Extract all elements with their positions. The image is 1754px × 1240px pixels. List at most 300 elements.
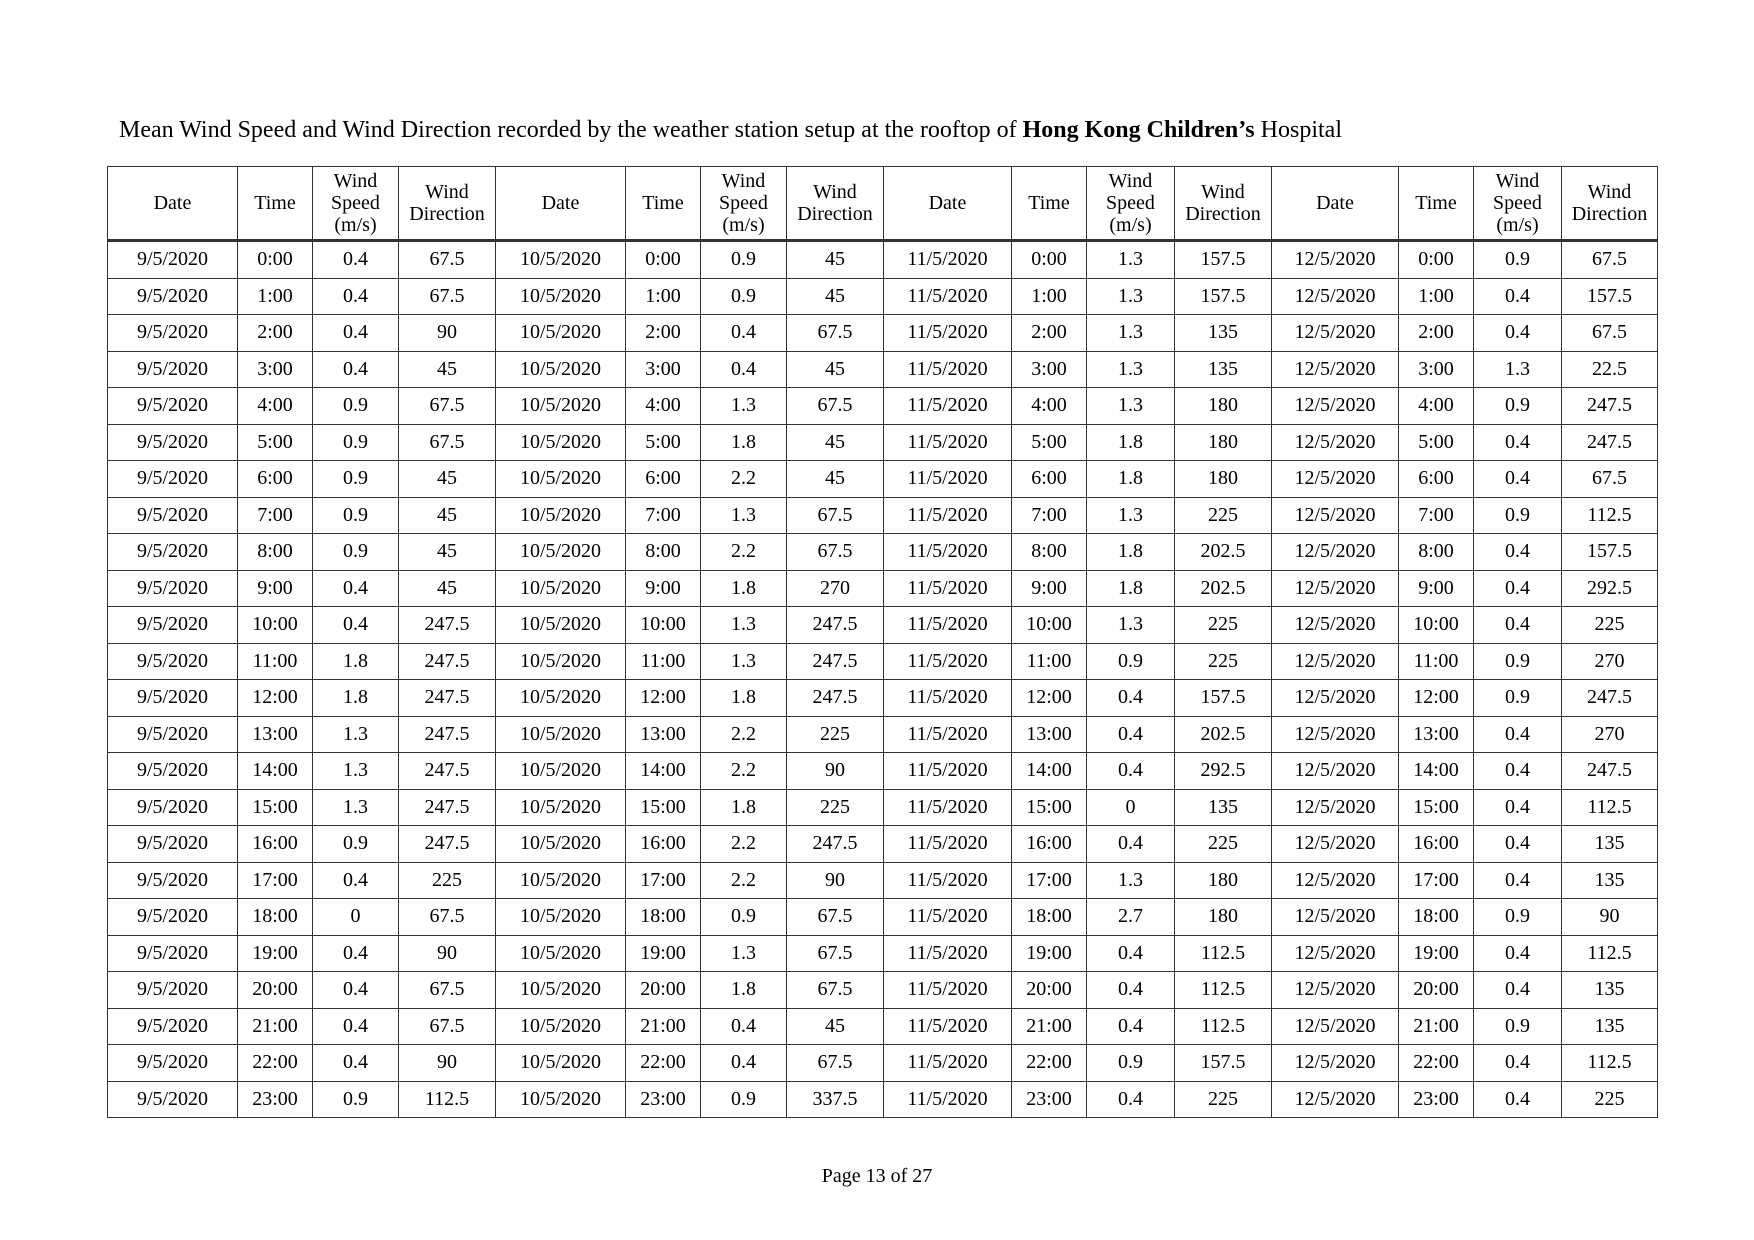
column-header: Wind Speed (m/s): [701, 167, 787, 241]
table-cell: 225: [1175, 643, 1272, 680]
table-cell: 0.4: [701, 315, 787, 352]
table-cell: 135: [1175, 789, 1272, 826]
table-cell: 1.3: [701, 497, 787, 534]
table-cell: 11/5/2020: [884, 935, 1012, 972]
table-cell: 135: [1562, 972, 1658, 1009]
table-cell: 67.5: [787, 534, 884, 571]
table-cell: 22:00: [238, 1045, 313, 1082]
table-cell: 247.5: [399, 826, 496, 863]
table-cell: 1.3: [313, 716, 399, 753]
table-cell: 5:00: [238, 424, 313, 461]
table-cell: 7:00: [1399, 497, 1474, 534]
table-cell: 12/5/2020: [1272, 899, 1399, 936]
table-cell: 19:00: [626, 935, 701, 972]
table-cell: 247.5: [787, 607, 884, 644]
table-cell: 1.3: [701, 388, 787, 425]
table-cell: 135: [1562, 826, 1658, 863]
table-cell: 225: [1175, 497, 1272, 534]
table-cell: 2.2: [701, 534, 787, 571]
table-cell: 10/5/2020: [496, 497, 626, 534]
table-cell: 8:00: [1399, 534, 1474, 571]
table-cell: 21:00: [238, 1008, 313, 1045]
table-cell: 0.4: [1087, 716, 1175, 753]
table-cell: 12/5/2020: [1272, 461, 1399, 498]
table-cell: 67.5: [787, 899, 884, 936]
table-cell: 1.3: [1087, 607, 1175, 644]
table-cell: 5:00: [626, 424, 701, 461]
table-cell: 247.5: [1562, 753, 1658, 790]
table-cell: 11/5/2020: [884, 461, 1012, 498]
table-cell: 12/5/2020: [1272, 680, 1399, 717]
table-cell: 10/5/2020: [496, 1008, 626, 1045]
table-cell: 23:00: [1012, 1081, 1087, 1118]
table-cell: 0.9: [1474, 899, 1562, 936]
table-cell: 6:00: [626, 461, 701, 498]
column-header: Wind Direction: [787, 167, 884, 241]
table-cell: 0.4: [1474, 315, 1562, 352]
table-cell: 10/5/2020: [496, 241, 626, 279]
table-cell: 3:00: [1399, 351, 1474, 388]
table-cell: 0.4: [1474, 1045, 1562, 1082]
column-header: Wind Speed (m/s): [1474, 167, 1562, 241]
table-cell: 0.9: [313, 388, 399, 425]
page-footer: Page 13 of 27: [821, 1165, 933, 1187]
table-cell: 0.9: [1474, 241, 1562, 279]
table-cell: 0.4: [1474, 753, 1562, 790]
table-cell: 0.9: [313, 826, 399, 863]
table-cell: 0.9: [701, 899, 787, 936]
table-cell: 67.5: [399, 899, 496, 936]
table-cell: 11:00: [1399, 643, 1474, 680]
table-cell: 6:00: [1012, 461, 1087, 498]
table-cell: 10/5/2020: [496, 278, 626, 315]
table-row: [108, 1008, 1658, 1045]
table-cell: 202.5: [1175, 534, 1272, 571]
table-cell: 112.5: [1562, 935, 1658, 972]
table-cell: 3:00: [238, 351, 313, 388]
table-cell: 14:00: [1012, 753, 1087, 790]
table-cell: 1.8: [701, 680, 787, 717]
table-cell: 14:00: [238, 753, 313, 790]
column-header: Wind Speed (m/s): [1087, 167, 1175, 241]
table-row: [108, 388, 1658, 425]
table-row: [108, 1081, 1658, 1118]
table-cell: 247.5: [399, 789, 496, 826]
table-cell: 0.9: [701, 278, 787, 315]
table-cell: 3:00: [1012, 351, 1087, 388]
table-cell: 12/5/2020: [1272, 826, 1399, 863]
table-cell: 247.5: [399, 680, 496, 717]
table-cell: 180: [1175, 862, 1272, 899]
table-cell: 0.9: [313, 1081, 399, 1118]
table-cell: 17:00: [1012, 862, 1087, 899]
table-cell: 2:00: [238, 315, 313, 352]
table-cell: 10/5/2020: [496, 753, 626, 790]
table-cell: 19:00: [238, 935, 313, 972]
table-cell: 11:00: [1012, 643, 1087, 680]
table-cell: 11/5/2020: [884, 497, 1012, 534]
table-cell: 18:00: [238, 899, 313, 936]
table-cell: 157.5: [1175, 241, 1272, 279]
table-cell: 112.5: [1562, 497, 1658, 534]
table-cell: 7:00: [238, 497, 313, 534]
table-cell: 10/5/2020: [496, 1045, 626, 1082]
table-cell: 90: [399, 1045, 496, 1082]
table-cell: 9/5/2020: [108, 972, 238, 1009]
table-cell: 12:00: [1012, 680, 1087, 717]
table-cell: 0.4: [1474, 534, 1562, 571]
table-cell: 16:00: [1012, 826, 1087, 863]
table-cell: 10/5/2020: [496, 680, 626, 717]
table-cell: 225: [787, 716, 884, 753]
table-cell: 12/5/2020: [1272, 643, 1399, 680]
table-cell: 12/5/2020: [1272, 497, 1399, 534]
table-cell: 4:00: [238, 388, 313, 425]
table-cell: 11/5/2020: [884, 278, 1012, 315]
table-cell: 9/5/2020: [108, 899, 238, 936]
table-cell: 0.9: [313, 424, 399, 461]
table-cell: 9/5/2020: [108, 241, 238, 279]
table-cell: 12/5/2020: [1272, 570, 1399, 607]
table-cell: 11/5/2020: [884, 241, 1012, 279]
table-cell: 45: [787, 1008, 884, 1045]
table-cell: 0.4: [1087, 753, 1175, 790]
table-cell: 11/5/2020: [884, 899, 1012, 936]
table-cell: 2:00: [1399, 315, 1474, 352]
table-cell: 0.9: [1474, 1008, 1562, 1045]
table-cell: 9/5/2020: [108, 315, 238, 352]
table-cell: 3:00: [626, 351, 701, 388]
table-cell: 12/5/2020: [1272, 935, 1399, 972]
table-cell: 0.4: [1474, 716, 1562, 753]
table-cell: 0.4: [1474, 862, 1562, 899]
table-cell: 15:00: [626, 789, 701, 826]
table-row: [108, 241, 1658, 279]
table-cell: 2:00: [1012, 315, 1087, 352]
column-header: Wind Direction: [399, 167, 496, 241]
table-cell: 4:00: [626, 388, 701, 425]
table-row: [108, 862, 1658, 899]
table-cell: 292.5: [1175, 753, 1272, 790]
table-cell: 11/5/2020: [884, 862, 1012, 899]
table-cell: 11/5/2020: [884, 1081, 1012, 1118]
table-cell: 12/5/2020: [1272, 315, 1399, 352]
table-cell: 21:00: [1399, 1008, 1474, 1045]
table-cell: 157.5: [1175, 1045, 1272, 1082]
table-cell: 10/5/2020: [496, 789, 626, 826]
table-cell: 1:00: [1399, 278, 1474, 315]
table-cell: 2:00: [626, 315, 701, 352]
table-cell: 10/5/2020: [496, 972, 626, 1009]
table-cell: 45: [787, 424, 884, 461]
table-cell: 20:00: [238, 972, 313, 1009]
table-cell: 22:00: [1399, 1045, 1474, 1082]
table-cell: 0.4: [1087, 1081, 1175, 1118]
table-cell: 90: [399, 315, 496, 352]
table-cell: 1.3: [313, 753, 399, 790]
table-cell: 0: [313, 899, 399, 936]
table-cell: 1.8: [1087, 424, 1175, 461]
table-body: [108, 241, 1658, 1118]
table-cell: 1.3: [701, 607, 787, 644]
table-cell: 1.8: [701, 789, 787, 826]
table-cell: 0.4: [313, 1045, 399, 1082]
table-cell: 67.5: [1562, 241, 1658, 279]
table-cell: 15:00: [238, 789, 313, 826]
table-cell: 0.9: [701, 241, 787, 279]
table-cell: 9/5/2020: [108, 424, 238, 461]
table-cell: 112.5: [1175, 972, 1272, 1009]
table-cell: 180: [1175, 424, 1272, 461]
table-cell: 18:00: [626, 899, 701, 936]
table-cell: 0.4: [1087, 826, 1175, 863]
table-cell: 22:00: [626, 1045, 701, 1082]
table-cell: 9/5/2020: [108, 388, 238, 425]
column-header: Date: [1272, 167, 1399, 241]
table-cell: 112.5: [1562, 1045, 1658, 1082]
table-cell: 1:00: [1012, 278, 1087, 315]
column-header: Time: [238, 167, 313, 241]
table-cell: 13:00: [1012, 716, 1087, 753]
table-row: [108, 643, 1658, 680]
table-cell: 337.5: [787, 1081, 884, 1118]
table-cell: 67.5: [787, 388, 884, 425]
table-cell: 0:00: [238, 241, 313, 279]
table-cell: 180: [1175, 388, 1272, 425]
table-cell: 11/5/2020: [884, 315, 1012, 352]
table-cell: 225: [1562, 607, 1658, 644]
table-cell: 9/5/2020: [108, 935, 238, 972]
table-cell: 270: [1562, 643, 1658, 680]
table-row: [108, 570, 1658, 607]
table-row: [108, 351, 1658, 388]
table-cell: 1:00: [626, 278, 701, 315]
table-cell: 247.5: [399, 753, 496, 790]
table-cell: 12/5/2020: [1272, 753, 1399, 790]
table-cell: 90: [787, 862, 884, 899]
table-cell: 202.5: [1175, 716, 1272, 753]
table-cell: 12/5/2020: [1272, 1081, 1399, 1118]
table-cell: 135: [1175, 315, 1272, 352]
table-cell: 45: [787, 241, 884, 279]
table-cell: 225: [1175, 607, 1272, 644]
table-cell: 67.5: [399, 278, 496, 315]
table-cell: 12/5/2020: [1272, 789, 1399, 826]
table-cell: 247.5: [399, 643, 496, 680]
table-cell: 1.3: [1474, 351, 1562, 388]
table-cell: 9/5/2020: [108, 607, 238, 644]
table-row: [108, 1045, 1658, 1082]
table-cell: 9:00: [1399, 570, 1474, 607]
table-cell: 2.2: [701, 716, 787, 753]
table-cell: 14:00: [1399, 753, 1474, 790]
table-cell: 12/5/2020: [1272, 534, 1399, 571]
table-cell: 8:00: [626, 534, 701, 571]
table-cell: 5:00: [1399, 424, 1474, 461]
table-cell: 90: [1562, 899, 1658, 936]
table-cell: 11/5/2020: [884, 424, 1012, 461]
table-cell: 45: [399, 534, 496, 571]
table-cell: 0.4: [313, 972, 399, 1009]
table-cell: 12/5/2020: [1272, 972, 1399, 1009]
table-row: [108, 534, 1658, 571]
table-cell: 2.7: [1087, 899, 1175, 936]
column-header: Time: [1012, 167, 1087, 241]
table-cell: 67.5: [787, 497, 884, 534]
table-cell: 17:00: [238, 862, 313, 899]
table-cell: 9/5/2020: [108, 753, 238, 790]
table-cell: 12/5/2020: [1272, 716, 1399, 753]
table-row: [108, 680, 1658, 717]
table-row: [108, 789, 1658, 826]
table-cell: 11/5/2020: [884, 972, 1012, 1009]
column-header: Date: [884, 167, 1012, 241]
table-cell: 225: [1175, 826, 1272, 863]
table-cell: 10/5/2020: [496, 424, 626, 461]
table-cell: 0.4: [1474, 607, 1562, 644]
table-cell: 1.8: [313, 680, 399, 717]
table-cell: 0.9: [313, 497, 399, 534]
table-cell: 0:00: [1012, 241, 1087, 279]
table-cell: 0.4: [1474, 570, 1562, 607]
table-cell: 0.4: [313, 278, 399, 315]
table-cell: 67.5: [399, 424, 496, 461]
table-cell: 9/5/2020: [108, 570, 238, 607]
table-cell: 17:00: [626, 862, 701, 899]
table-cell: 6:00: [1399, 461, 1474, 498]
table-cell: 67.5: [787, 315, 884, 352]
table-cell: 10/5/2020: [496, 935, 626, 972]
table-cell: 292.5: [1562, 570, 1658, 607]
table-row: [108, 826, 1658, 863]
table-cell: 9/5/2020: [108, 351, 238, 388]
table-cell: 9/5/2020: [108, 862, 238, 899]
table-cell: 0.4: [1474, 1081, 1562, 1118]
table-cell: 0.4: [1474, 461, 1562, 498]
table-cell: 9/5/2020: [108, 1008, 238, 1045]
table-cell: 11/5/2020: [884, 643, 1012, 680]
table-cell: 112.5: [1175, 935, 1272, 972]
table-cell: 67.5: [787, 1045, 884, 1082]
table-cell: 23:00: [626, 1081, 701, 1118]
table-cell: 10:00: [1399, 607, 1474, 644]
table-row: [108, 461, 1658, 498]
table-cell: 20:00: [1012, 972, 1087, 1009]
table-cell: 13:00: [626, 716, 701, 753]
table-row: [108, 753, 1658, 790]
table-cell: 0.4: [1474, 972, 1562, 1009]
table-cell: 67.5: [787, 935, 884, 972]
table-cell: 16:00: [1399, 826, 1474, 863]
table-cell: 270: [1562, 716, 1658, 753]
table-cell: 0.4: [313, 862, 399, 899]
table-cell: 45: [399, 351, 496, 388]
table-cell: 10:00: [626, 607, 701, 644]
title-bold: Hong Kong Children’s: [1022, 117, 1255, 143]
title-suffix: Hospital: [1254, 117, 1342, 143]
table-cell: 9/5/2020: [108, 278, 238, 315]
table-cell: 12/5/2020: [1272, 424, 1399, 461]
table-cell: 9/5/2020: [108, 534, 238, 571]
table-cell: 10/5/2020: [496, 534, 626, 571]
table-cell: 0.4: [1087, 972, 1175, 1009]
table-cell: 247.5: [787, 680, 884, 717]
table-cell: 0.9: [1087, 643, 1175, 680]
table-cell: 67.5: [399, 1008, 496, 1045]
table-cell: 1.8: [701, 972, 787, 1009]
table-cell: 18:00: [1399, 899, 1474, 936]
table-cell: 0.4: [701, 1045, 787, 1082]
table-cell: 8:00: [1012, 534, 1087, 571]
table-cell: 10/5/2020: [496, 826, 626, 863]
table-cell: 180: [1175, 461, 1272, 498]
title-prefix: Mean Wind Speed and Wind Direction recorded by the weather station setup at the rooftop of: [119, 117, 1023, 143]
table-cell: 11/5/2020: [884, 388, 1012, 425]
table-cell: 9/5/2020: [108, 826, 238, 863]
table-cell: 10/5/2020: [496, 570, 626, 607]
table-row: [108, 424, 1658, 461]
table-cell: 11/5/2020: [884, 680, 1012, 717]
table-cell: 17:00: [1399, 862, 1474, 899]
table-cell: 2.2: [701, 753, 787, 790]
table-cell: 10/5/2020: [496, 899, 626, 936]
table-cell: 90: [399, 935, 496, 972]
table-cell: 247.5: [787, 643, 884, 680]
table-cell: 10/5/2020: [496, 388, 626, 425]
table-cell: 0.4: [313, 607, 399, 644]
table-cell: 0.4: [313, 241, 399, 279]
table-cell: 0.4: [701, 351, 787, 388]
table-cell: 0:00: [626, 241, 701, 279]
table-cell: 45: [399, 497, 496, 534]
table-cell: 9/5/2020: [108, 716, 238, 753]
table-cell: 1.3: [701, 643, 787, 680]
table-cell: 10/5/2020: [496, 607, 626, 644]
column-header: Time: [626, 167, 701, 241]
table-cell: 247.5: [1562, 388, 1658, 425]
table-row: [108, 607, 1658, 644]
table-cell: 67.5: [399, 972, 496, 1009]
table-cell: 67.5: [787, 972, 884, 1009]
table-cell: 0.4: [1474, 826, 1562, 863]
table-cell: 0.9: [1087, 1045, 1175, 1082]
table-cell: 13:00: [238, 716, 313, 753]
table-cell: 10/5/2020: [496, 461, 626, 498]
column-header: Date: [496, 167, 626, 241]
table-cell: 135: [1175, 351, 1272, 388]
table-cell: 4:00: [1399, 388, 1474, 425]
table-cell: 45: [787, 278, 884, 315]
table-cell: 6:00: [238, 461, 313, 498]
table-cell: 15:00: [1399, 789, 1474, 826]
table-cell: 10/5/2020: [496, 862, 626, 899]
table-row: [108, 278, 1658, 315]
table-cell: 14:00: [626, 753, 701, 790]
table-cell: 11/5/2020: [884, 789, 1012, 826]
table-cell: 21:00: [626, 1008, 701, 1045]
table-cell: 0.4: [313, 570, 399, 607]
table-cell: 11:00: [626, 643, 701, 680]
column-header: Wind Direction: [1175, 167, 1272, 241]
table-cell: 12:00: [1399, 680, 1474, 717]
wind-data-table: [107, 166, 1658, 1118]
table-cell: 1.8: [701, 424, 787, 461]
table-cell: 0:00: [1399, 241, 1474, 279]
table-cell: 135: [1562, 862, 1658, 899]
table-cell: 9:00: [626, 570, 701, 607]
table-cell: 12/5/2020: [1272, 388, 1399, 425]
table-cell: 4:00: [1012, 388, 1087, 425]
